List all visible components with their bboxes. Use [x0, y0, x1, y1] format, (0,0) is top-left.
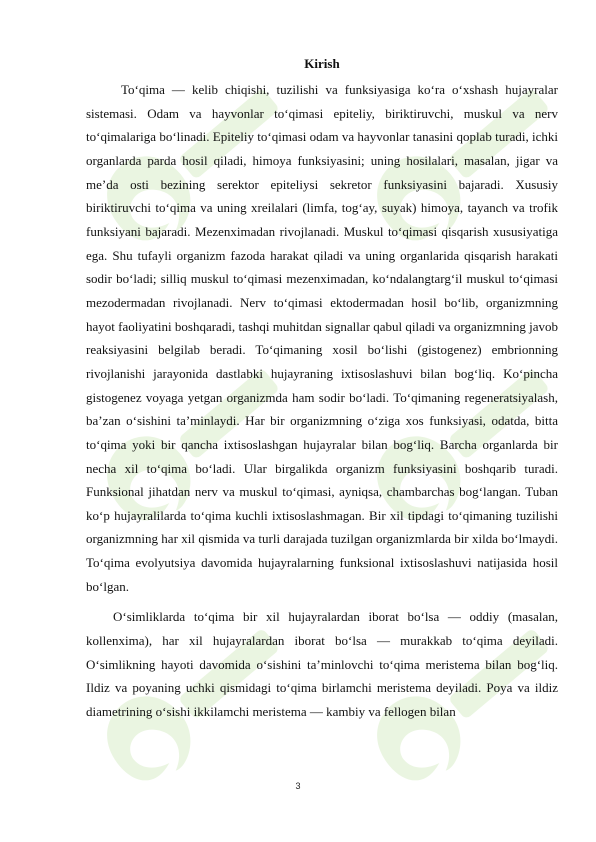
page-title: Kirish	[304, 56, 340, 71]
paragraph-2: O‘simliklarda to‘qima bir xil hujayralardan iborat bo‘lsa — oddiy (masalan, kollenxima), har xil hujayralardan iborat bo‘lsa — murakkab to‘qima deyiladi. O‘simlikning hayoti davomida o‘sishini ta’minlovchi to‘qima meristema bilan bog‘liq. Ildiz va poyaning uchki qismidagi to‘qima birlamchi meristema deyiladi. Poya va ildiz diametrining o‘sishi ikkilamchi meristema — kambiy va fellogen bilan	[86, 609, 558, 720]
paragraph-1: To‘qima — kelib chiqishi, tuzilishi va funksiyasiga ko‘ra o‘xshash hujayralar sistemasi. Odam va hayvonlar to‘qimasi epiteliy, biriktiruvchi, muskul va nerv to‘qimalariga bo‘linadi. Epiteliy to‘qimasi odam va hayvonlar tanasini qoplab turadi, ichki organlarda parda hosil qiladi, himoya funksiyasini; uning hosilalari, masalan, jigar va me’da osti bezining serektor epiteliysi sekretor funksiyasini bajaradi. Xususiy biriktiruvchi to‘qima va uning xreilalari (limfa, tog‘ay, suyak) himoya, tayanch va trofik funksiyani bajaradi. Mezenximadan rivojlanadi. Muskul to‘qimasi qisqarish xususiyatiga ega. Shu tufayli organizm fazoda harakat qiladi va uning organlarida qisqarish harakati sodir bo‘ladi; silliq muskul to‘qimasi mezenximadan, ko‘ndalangtarg‘il muskul to‘qimasi mezodermadan rivojlanadi. Nerv to‘qimasi ektodermadan hosil bo‘lib, organizmning hayot faoliyatini boshqaradi, tashqi muhitdan signallar qabul qiladi va organizmning javob reaksiyasini belgilab beradi. To‘qimaning xosil bo‘lishi (gistogenez) embrionning rivojlanishi jarayonida dastlabki hujayraning ixtisoslashuvi bilan bog‘liq. Ko‘pincha gistogenez voyaga yetgan organizmda ham sodir bo‘ladi. To‘qimaning regeneratsiyalash, ba’zan o‘sishini ta’minlaydi. Har bir organizmning o‘ziga xos funksiyasi, odatda, bitta to‘qima yoki bir qancha ixtisoslashgan hujayralar bilan bog‘liq. Barcha organlarda bir necha xil to‘qima bo‘ladi. Ular birgalikda organizm funksiyasini boshqarib turadi. Funksional jihatdan nerv va muskul to‘qimasi, ayniqsa, chambarchas bog‘langan. Tuban ko‘p hujayralilarda to‘qima kuchli ixtisoslashmagan. Bir xil tipdagi to‘qimaning tuzilishi organizmning har xil qismida va turli darajada tuzilgan organizmlarda bir xilda bo‘lmaydi. To‘qima evolyutsiya davomida hujayralarning funksional ixtisoslashuvi natijasida hosil bo‘lgan.	[86, 82, 558, 594]
page-body	[86, 56, 558, 724]
page-number: 3	[295, 781, 301, 791]
